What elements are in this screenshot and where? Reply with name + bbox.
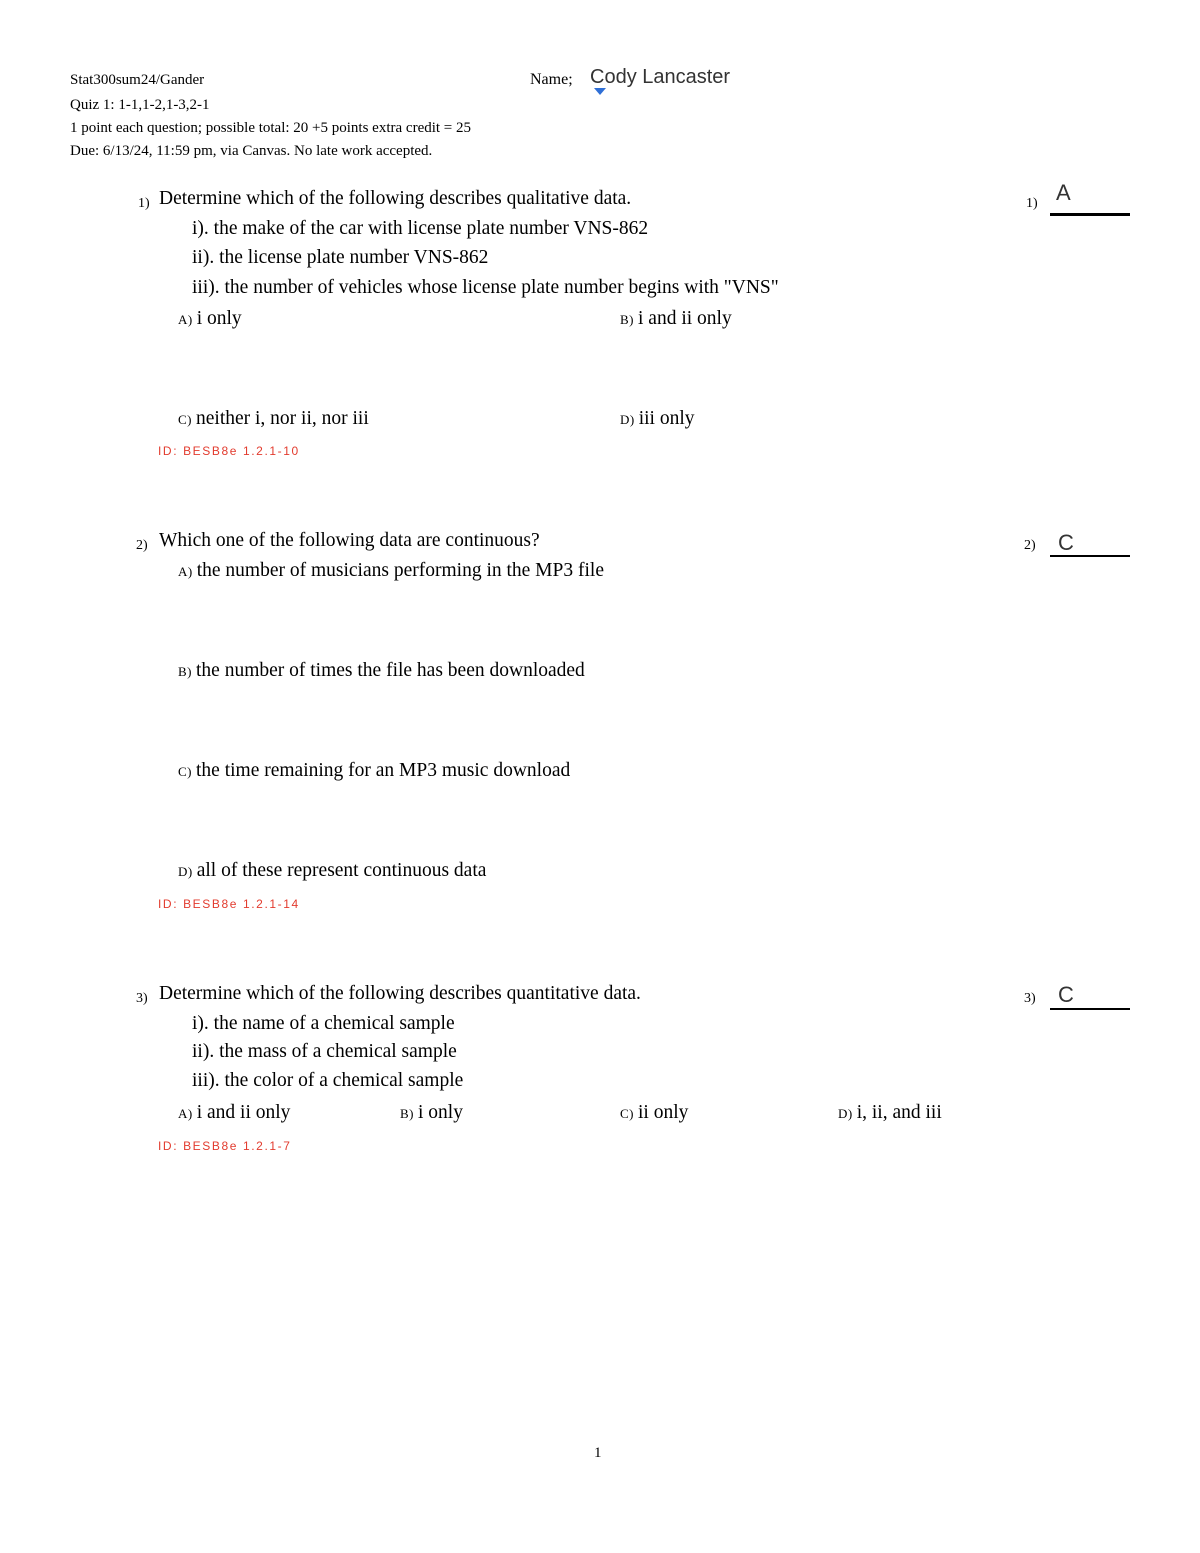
option-letter: A) bbox=[178, 564, 193, 579]
option-d bbox=[838, 1102, 942, 1124]
question-number: 3) bbox=[136, 991, 148, 1006]
question-item: i). the name of a chemical sample bbox=[192, 1013, 455, 1034]
question-number: 2) bbox=[136, 538, 148, 553]
option-text: the number of musicians performing in the MP3 file bbox=[196, 560, 604, 581]
option-a bbox=[178, 560, 604, 582]
answer-line bbox=[1050, 213, 1130, 216]
course-label: Stat300sum24/Gander bbox=[70, 72, 205, 88]
question-item: ii). the license plate number VNS-862 bbox=[192, 247, 489, 268]
option-b bbox=[178, 660, 585, 682]
option-c bbox=[178, 760, 570, 782]
question-text: Determine which of the following describes qualitative data. bbox=[159, 188, 632, 209]
option-text: ii only bbox=[638, 1102, 689, 1123]
question-id: ID: BESB8e 1.2.1-10 bbox=[158, 444, 300, 458]
answer-value[interactable]: C bbox=[1058, 530, 1074, 555]
question-item: ii). the mass of a chemical sample bbox=[192, 1041, 457, 1062]
option-letter: B) bbox=[400, 1106, 414, 1121]
answer-line bbox=[1050, 555, 1130, 557]
option-text: the time remaining for an MP3 music download bbox=[196, 760, 571, 781]
option-text: neither i, nor ii, nor iii bbox=[196, 408, 369, 429]
page-number: 1 bbox=[594, 1445, 602, 1461]
option-d bbox=[178, 860, 486, 882]
answer-value[interactable]: A bbox=[1056, 180, 1071, 205]
points-info: 1 point each question; possible total: 20 +5 points extra credit = 25 bbox=[70, 120, 472, 136]
question-id: ID: BESB8e 1.2.1-14 bbox=[158, 897, 300, 911]
quiz-sections: Quiz 1: 1-1,1-2,1-3,2-1 bbox=[70, 97, 210, 113]
option-c bbox=[620, 1102, 688, 1124]
answer-line bbox=[1050, 1008, 1130, 1010]
cursor-caret-icon bbox=[594, 88, 606, 95]
option-text: i and ii only bbox=[638, 308, 732, 329]
option-text: i and ii only bbox=[196, 1102, 291, 1123]
due-info: Due: 6/13/24, 11:59 pm, via Canvas. No late work accepted. bbox=[70, 143, 433, 159]
question-item: iii). the color of a chemical sample bbox=[192, 1070, 464, 1091]
question-text: Determine which of the following describes quantitative data. bbox=[159, 983, 641, 1004]
option-a bbox=[178, 1102, 290, 1124]
option-letter: A) bbox=[178, 312, 193, 327]
option-letter: D) bbox=[620, 412, 635, 427]
option-b bbox=[400, 1102, 463, 1124]
option-letter: D) bbox=[838, 1106, 853, 1121]
question-text: Which one of the following data are continuous? bbox=[159, 530, 540, 551]
option-text: i, ii, and iii bbox=[856, 1102, 942, 1123]
answer-number: 1) bbox=[1026, 196, 1038, 211]
option-letter: C) bbox=[178, 412, 192, 427]
question-id: ID: BESB8e 1.2.1-7 bbox=[158, 1139, 292, 1153]
answer-number: 3) bbox=[1024, 991, 1036, 1006]
name-field[interactable]: Cody Lancaster bbox=[590, 66, 731, 88]
option-letter: C) bbox=[620, 1106, 634, 1121]
question-item: i). the make of the car with license plate number VNS-862 bbox=[192, 218, 649, 239]
option-letter: A) bbox=[178, 1106, 193, 1121]
option-a bbox=[178, 308, 242, 330]
question-number: 1) bbox=[138, 196, 150, 211]
name-label: Name; bbox=[530, 71, 573, 88]
option-letter: B) bbox=[620, 312, 634, 327]
option-text: all of these represent continuous data bbox=[196, 860, 487, 881]
option-letter: C) bbox=[178, 764, 192, 779]
option-text: the number of times the file has been downloaded bbox=[196, 660, 585, 681]
option-d bbox=[620, 408, 695, 430]
option-c bbox=[178, 408, 369, 430]
answer-number: 2) bbox=[1024, 538, 1036, 553]
option-letter: B) bbox=[178, 664, 192, 679]
option-text: iii only bbox=[638, 408, 695, 429]
answer-value[interactable]: C bbox=[1058, 982, 1074, 1007]
option-letter: D) bbox=[178, 864, 193, 879]
option-text: i only bbox=[418, 1102, 463, 1123]
option-text: i only bbox=[196, 308, 242, 329]
question-item: iii). the number of vehicles whose license plate number begins with "VNS" bbox=[192, 277, 779, 298]
option-b bbox=[620, 308, 732, 330]
